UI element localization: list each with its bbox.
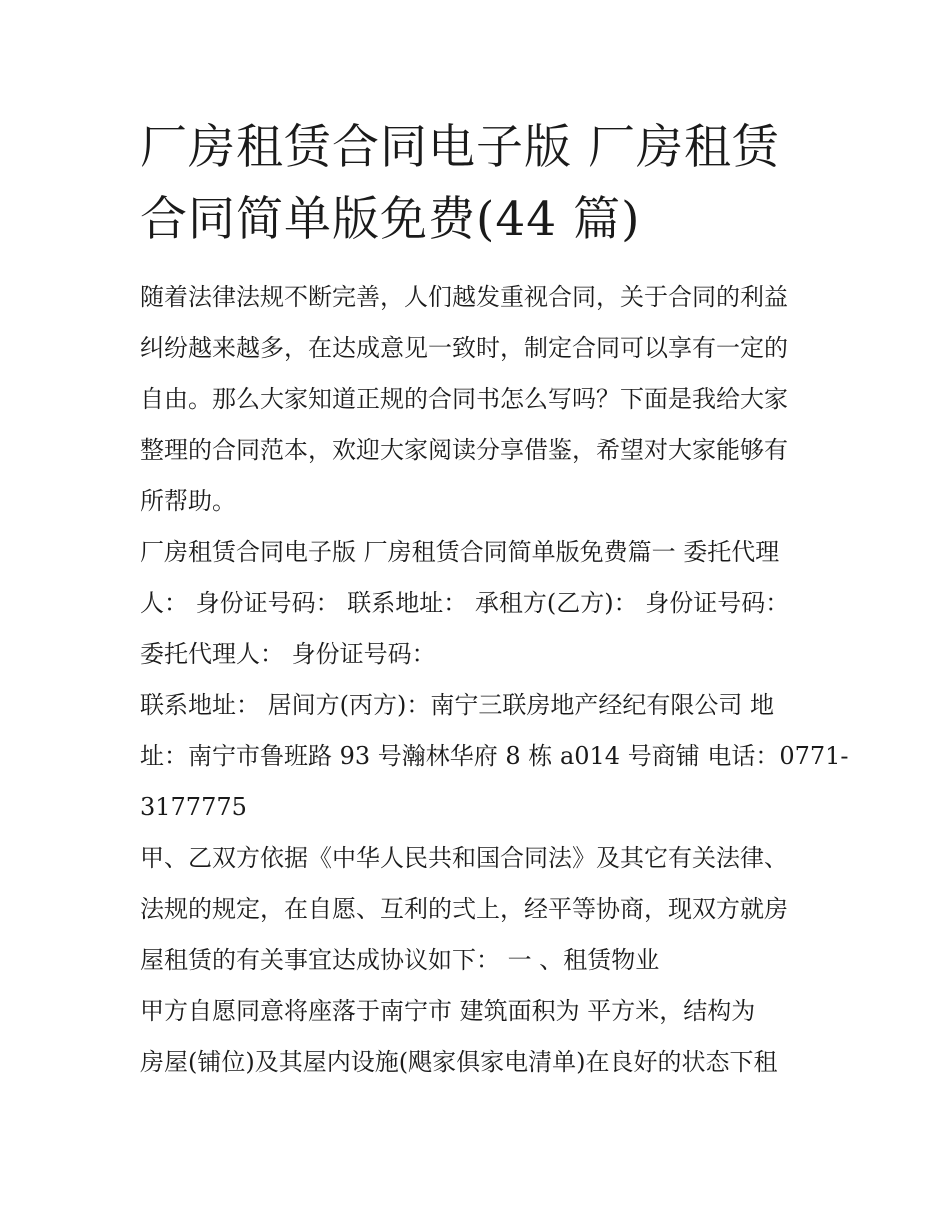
- text-line: 甲方自愿同意将座落于南宁市 建筑面积为 平方米，结构为: [140, 997, 756, 1025]
- text-line: 整理的合同范本，欢迎大家阅读分享借鉴，希望对大家能够有: [140, 436, 788, 464]
- text-line: 自由。那么大家知道正规的合同书怎么写吗？下面是我给大家: [140, 385, 788, 413]
- paragraph-intro: [140, 272, 812, 527]
- text-line: 甲、乙双方依据《中华人民共和国合同法》及其它有关法律、: [140, 844, 788, 872]
- text-line: 所帮助。: [140, 487, 236, 515]
- paragraph-agreement: [140, 833, 812, 986]
- document-page: [140, 112, 849, 1088]
- title-line: 厂房租赁合同电子版 厂房租赁: [140, 120, 780, 175]
- document-title: [140, 112, 812, 256]
- text-line: 法规的规定，在自愿、互利的弍上，经平等协商，现双方就房: [140, 895, 788, 923]
- paragraph-parties: [140, 527, 812, 680]
- text-line: 址：南宁市鲁班路 93 号瀚林华府 8 栋 a014 号商铺 电话：0771-: [140, 742, 849, 770]
- text-line: 3177775: [140, 793, 247, 821]
- text-line: 厂房租赁合同电子版 厂房租赁合同简单版免费篇一 委托代理: [140, 538, 780, 566]
- text-line: 纠纷越来越多，在达成意见一致时，制定合同可以享有一定的: [140, 334, 788, 362]
- text-line: 人： 身份证号码： 联系地址： 承租方(乙方)： 身份证号码：: [140, 589, 790, 617]
- text-line: 委托代理人： 身份证号码：: [140, 640, 436, 668]
- text-line: 随着法律法规不断完善，人们越发重视合同，关于合同的利益: [140, 283, 788, 311]
- text-line: 房屋(铺位)及其屋内设施(飓家俱家电清单)在良好的状态下租: [140, 1048, 778, 1076]
- paragraph-property: [140, 986, 812, 1088]
- title-line: 合同简单版免费(44 篇): [140, 192, 641, 247]
- document-body: [140, 272, 849, 1088]
- text-line: 屋租赁的有关事宜达成协议如下： 一 、租赁物业: [140, 946, 660, 974]
- text-line: 联系地址： 居间方(丙方)：南宁三联房地产经纪有限公司 地: [140, 691, 774, 719]
- paragraph-contact: [140, 680, 849, 833]
